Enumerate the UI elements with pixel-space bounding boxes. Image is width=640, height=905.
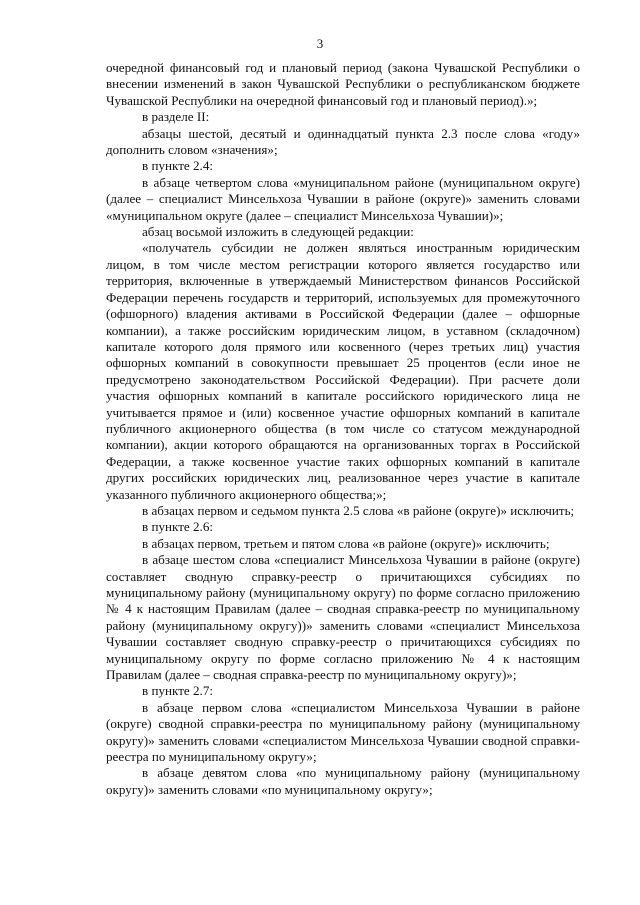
paragraph: абзацы шестой, десятый и одиннадцатый пункта 2.3 после слова «году» дополнить словом «значения»; (106, 125, 580, 158)
paragraph: «получатель субсидии не должен являться иностранным юридическим лицом, в том числе местом регистрации которого является государство или территория, включенные в утверждаемый Министерством финансов Российской Федерации перечень государств и территорий, используемых для промежуточного (офшорного) владения активами в Российской Федерации (далее – офшорные компании), а также российским юридическим лицом, в уставном (складочном) капитале которого доля прямого или косвенного (через третьих лиц) участия офшорных компаний в совокупности превышает 25 процентов (если иное не предусмотрено законодательством Российской Федерации). При расчете доли участия офшорных компаний в капитале российского юридического лица не учитывается прямое и (или) косвенное участие офшорных компаний в капитале публичного акционерного общества (в том числе со статусом международной компании), акции которого обращаются на организованных торгах в Российской Федерации, а также косвенное участие таких офшорных компаний в капитале других российских юридических лиц, реализованное через участие в капитале указанного публичного акционерного общества;»; (106, 240, 580, 502)
paragraph: в пункте 2.6: (142, 519, 214, 535)
paragraph: в пункте 2.7: (142, 683, 214, 699)
paragraph: в пункте 2.4: (142, 158, 214, 174)
paragraph: в абзацах первом и седьмом пункта 2.5 слова «в районе (округе)» исключить; (142, 502, 575, 518)
document-body (106, 60, 580, 798)
paragraph: в абзаце шестом слова «специалист Минсельхоза Чувашии в районе (округе) составляет сводную справку-реестр о причитающихся субсидиях по муниципальному району (муниципальному округу) по форме согласно приложению № 4 к настоящим Правилам (далее – сводная справка-реестр по муниципальному району (муниципальному округу))» заменить словами «специалист Минсельхоза Чувашии составляет сводную справку-реестр о причитающихся субсидиях по муниципальному округу по форме согласно приложению № 4 к настоящим Правилам (далее – сводная справка-реестр по муниципальному округу)»; (106, 552, 580, 683)
paragraph: в абзаце четвертом слова «муниципальном районе (муниципальном округе) (далее – специалист Минсельхоза Чувашии в районе (округе)» заменить словами «муниципальном округе (далее – специалист Минсельхоза Чувашии)»; (106, 174, 580, 223)
paragraph: в абзаце первом слова «специалистом Минсельхоза Чувашии в районе (округе) сводной справки-реестра по муниципальному району (муниципальному округу)» заменить словами «специалистом Минсельхоза Чувашии сводной справки-реестра по муниципальному округу»; (106, 699, 580, 765)
page-number: 3 (316, 36, 324, 51)
paragraph: очередной финансовый год и плановый период (закона Чувашской Республики о внесении изменений в закон Чувашской Республики о республиканском бюджете Чувашской Республики на очередной финансовый год и плановый период).»; (106, 60, 580, 108)
paragraph: в абзацах первом, третьем и пятом слова «в районе (округе)» исключить; (142, 535, 550, 551)
paragraph: в абзаце девятом слова «по муниципальному району (муниципальному округу)» заменить словами «по муниципальному округу»; (106, 765, 580, 797)
paragraph: в разделе II: (142, 109, 210, 125)
paragraph: абзац восьмой изложить в следующей редакции: (142, 224, 414, 240)
